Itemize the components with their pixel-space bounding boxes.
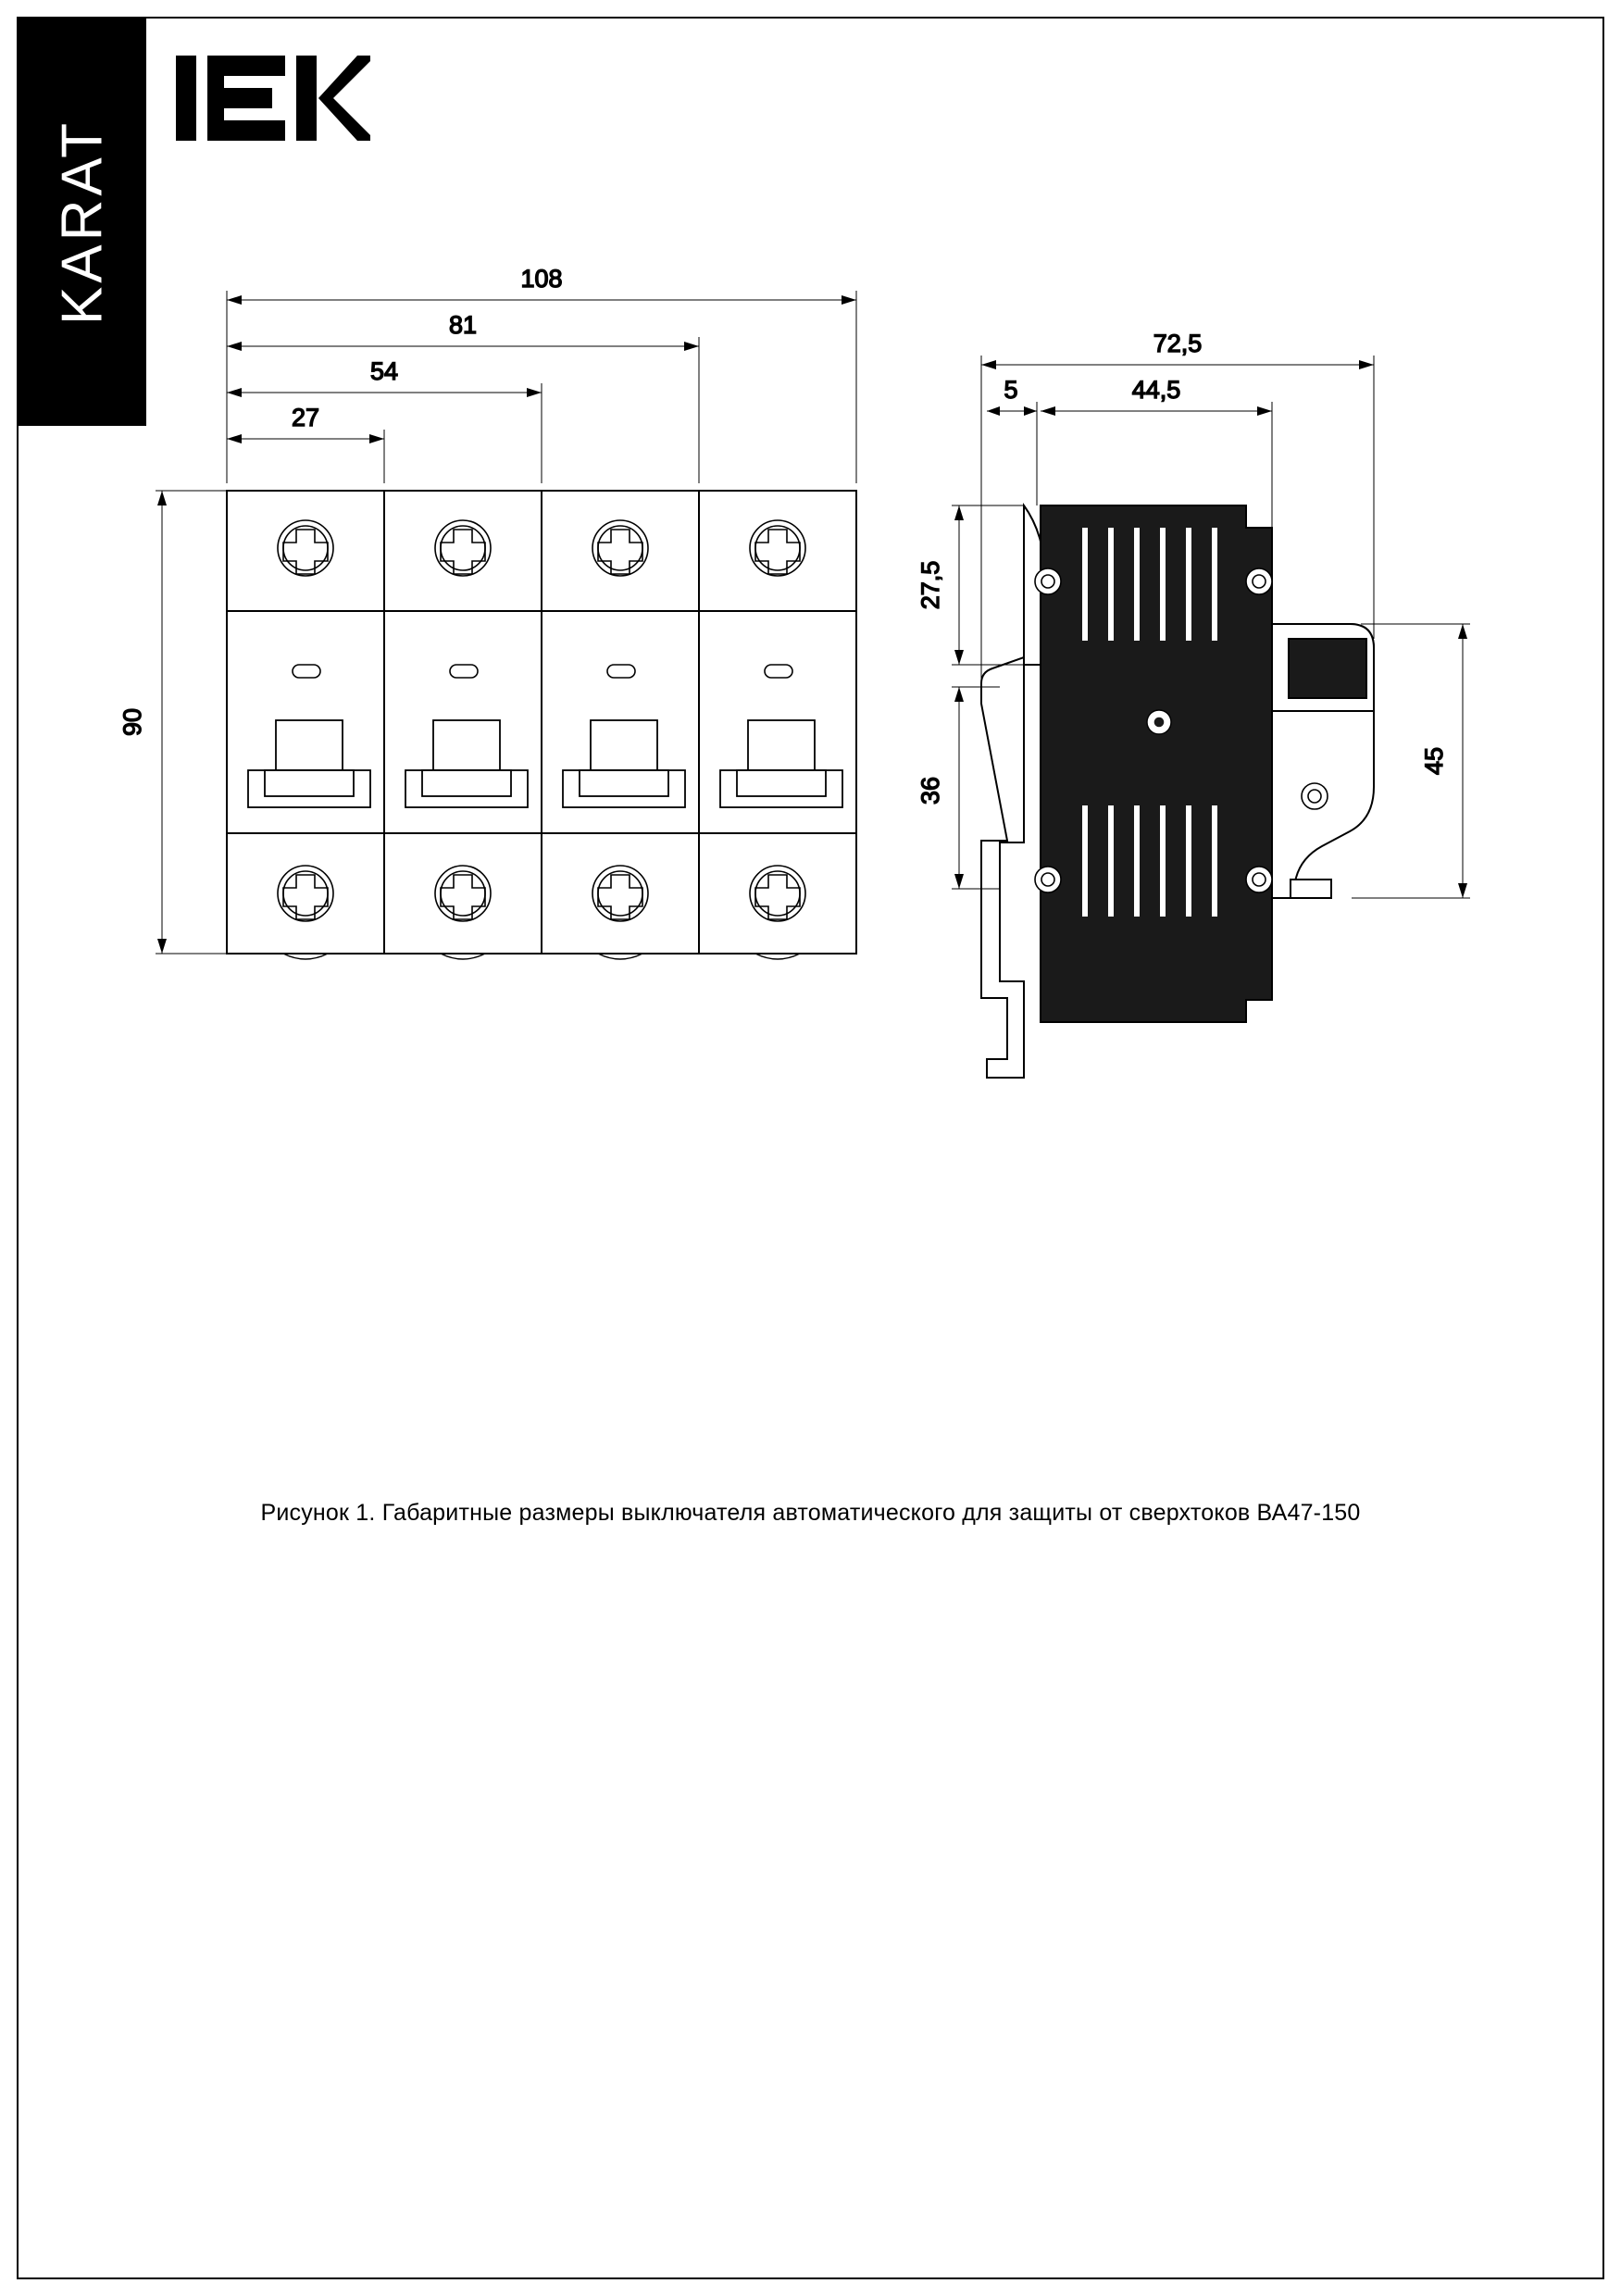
dim-44-5-label: 44,5	[1131, 376, 1181, 404]
dim-36-label: 36	[916, 776, 944, 805]
side-view-din-clip	[981, 657, 1024, 1078]
side-view-body	[1041, 505, 1272, 1022]
iek-logo-svg	[176, 56, 370, 141]
brand-sidebar	[19, 19, 146, 426]
dim-27	[227, 430, 384, 483]
drawing-svg	[19, 265, 1602, 1361]
dim-27-5	[952, 505, 1028, 665]
dim-108-label: 108	[520, 265, 563, 293]
brand-sidebar-label: KARAT	[50, 119, 115, 326]
dim-27-5-label: 27,5	[916, 560, 944, 610]
dim-27-label: 27	[291, 404, 320, 431]
dim-54-label: 54	[369, 357, 399, 385]
dim-90	[156, 491, 233, 954]
dim-72-5-label: 72,5	[1153, 330, 1203, 357]
dim-90-label: 90	[118, 707, 146, 737]
side-view-handle-profile	[1272, 624, 1374, 898]
figure-caption: Рисунок 1. Габаритные размеры выключателя автоматического для защиты от сверхтоков ВА47-150	[260, 1500, 1361, 1526]
dim-5-label: 5	[1004, 376, 1018, 404]
dim-45-label: 45	[1420, 746, 1448, 776]
technical-drawing	[19, 265, 1602, 1361]
dim-81-label: 81	[448, 311, 478, 339]
iek-logo	[176, 56, 370, 141]
